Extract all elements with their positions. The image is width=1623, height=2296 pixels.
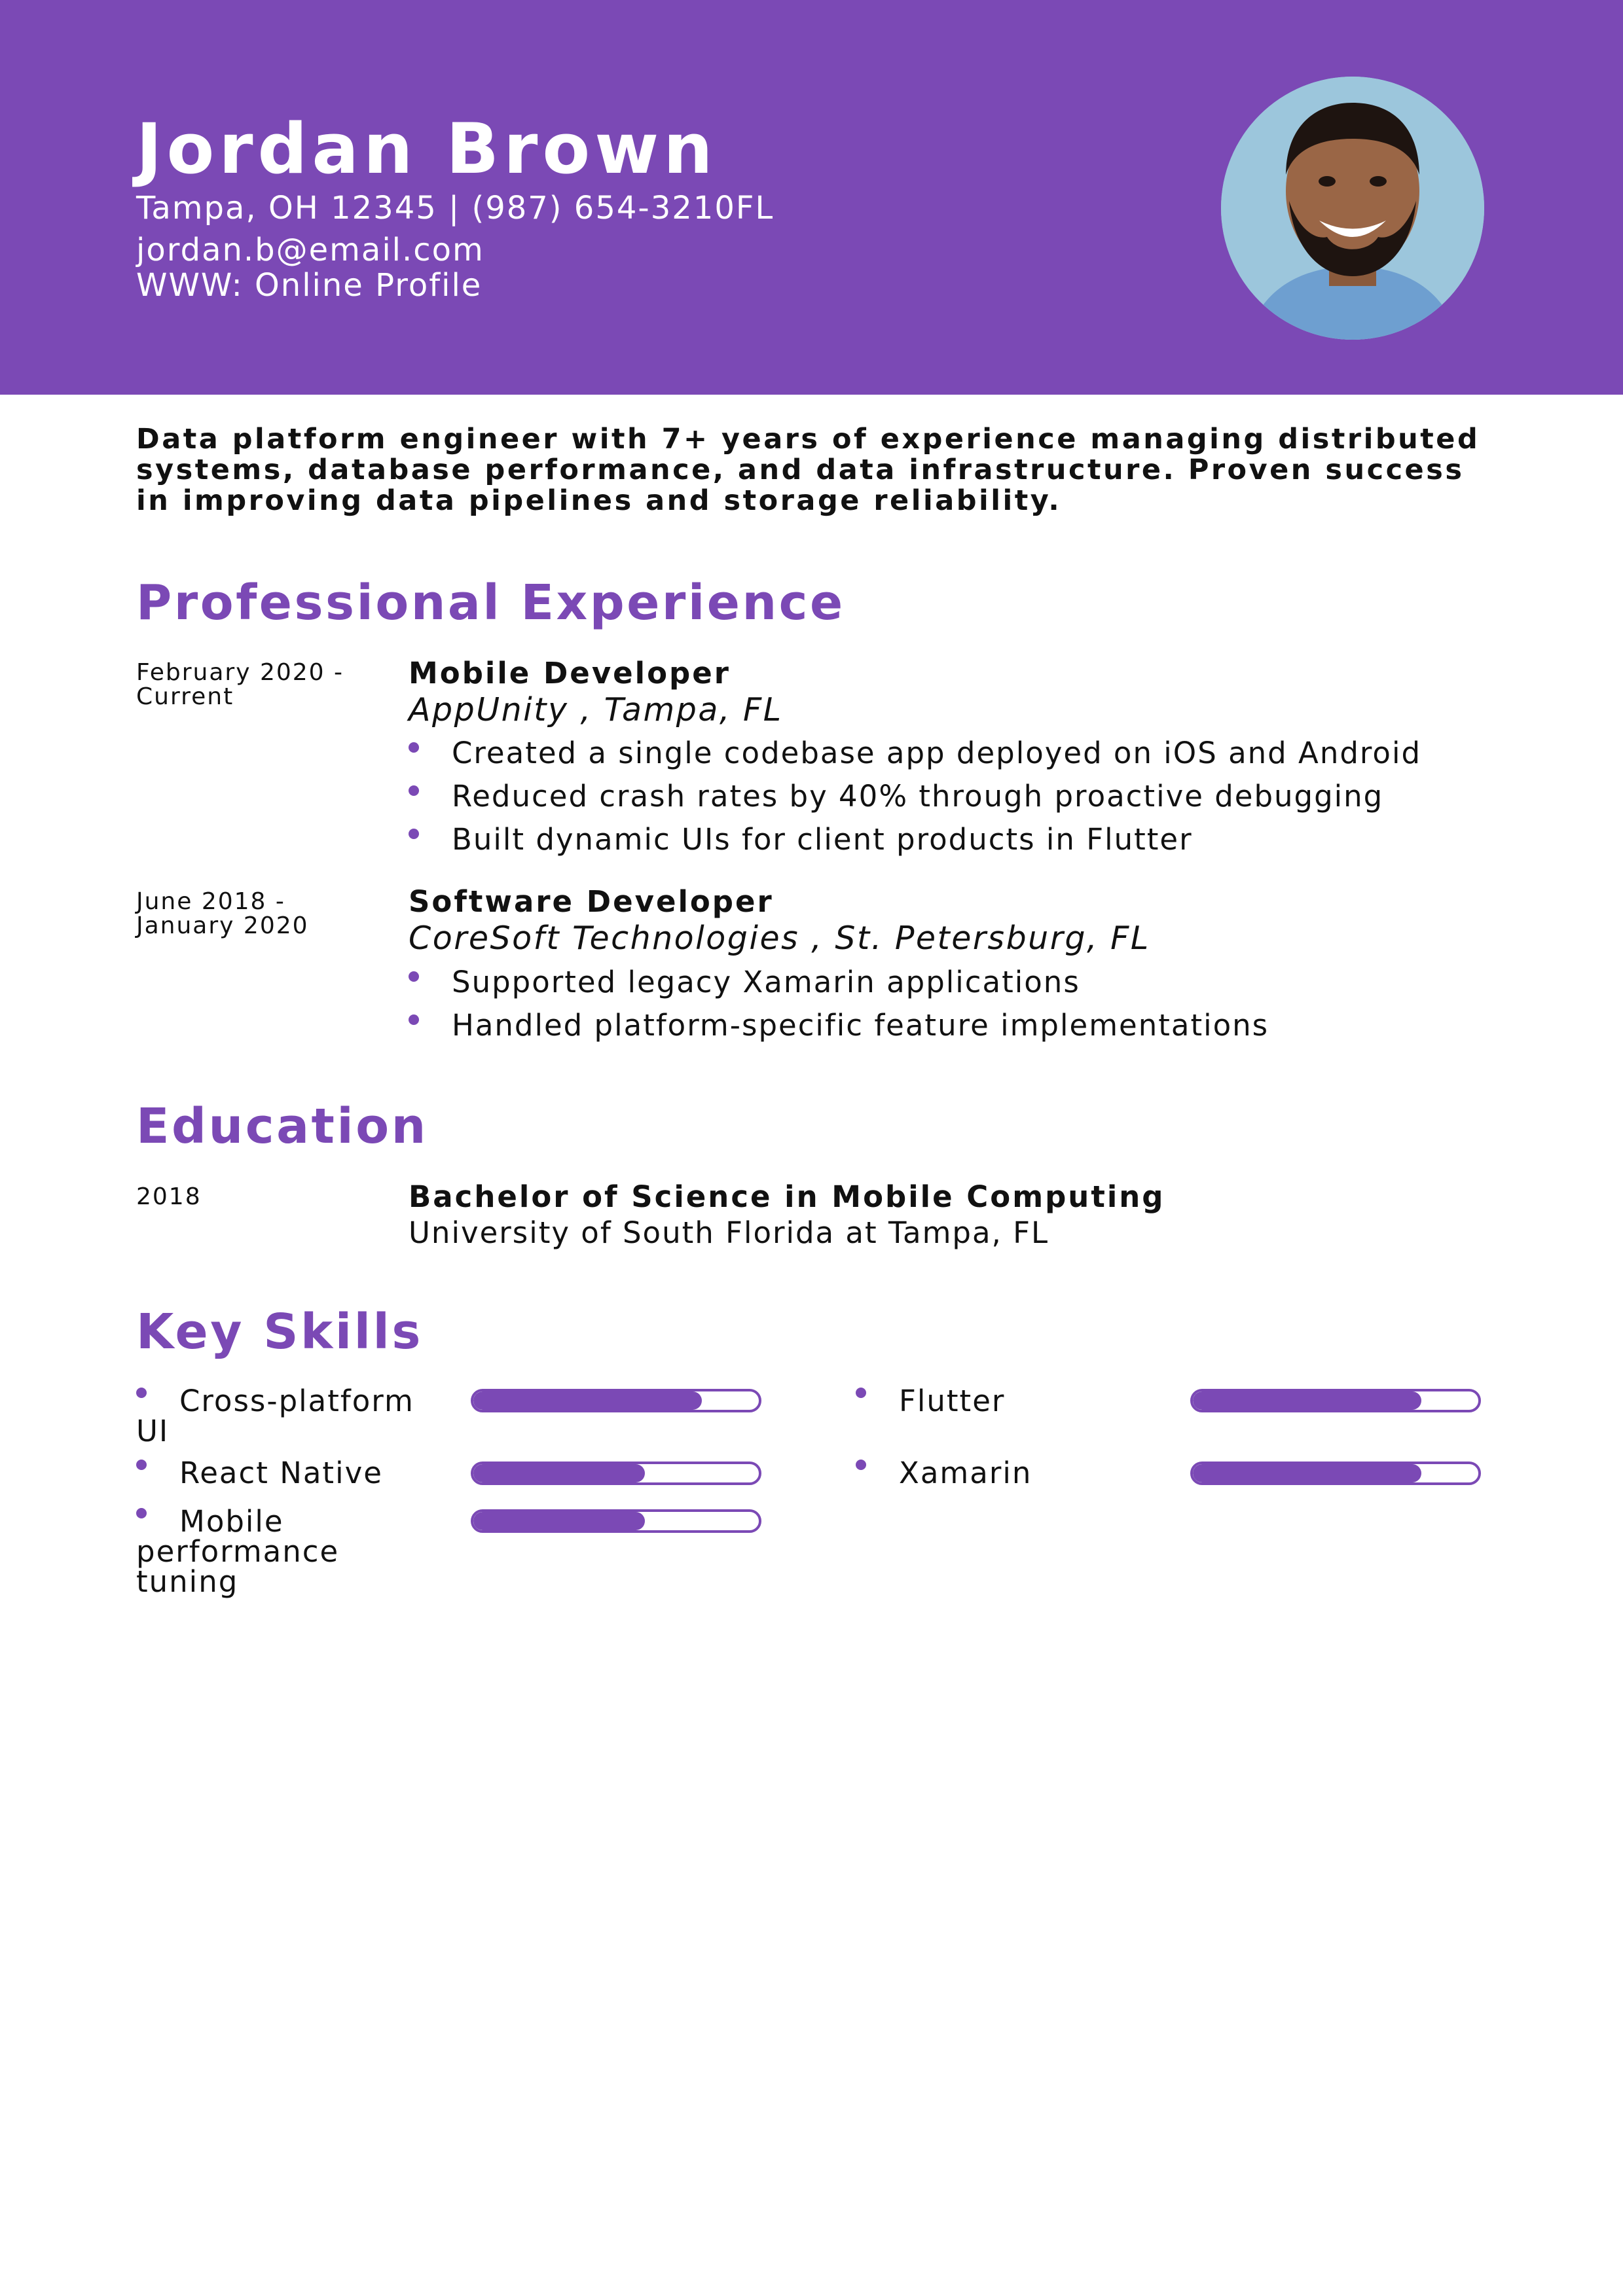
job-company: CoreSoft Technologies , St. Petersburg, FL [409, 920, 1150, 957]
skill-level-fill [473, 1391, 702, 1410]
education-degree: Bachelor of Science in Mobile Computing [409, 1179, 1165, 1214]
skill-level-fill [1193, 1391, 1421, 1410]
skill-level-bar [471, 1462, 761, 1485]
bullet-dot-icon [409, 742, 419, 753]
education-year: 2018 [136, 1183, 202, 1210]
experience-section-title: Professional Experience [136, 575, 845, 631]
job-bullet: Created a single codebase app deployed on iOS and Android [409, 738, 1421, 781]
bullet-dot-icon [136, 1508, 147, 1518]
bullet-dot-icon [856, 1388, 866, 1398]
skills-section-title: Key Skills [136, 1304, 423, 1360]
bullet-dot-icon [409, 971, 419, 982]
education-section-title: Education [136, 1098, 428, 1155]
skill-level-bar [1190, 1389, 1481, 1412]
bullet-dot-icon [856, 1460, 866, 1470]
job-title: Mobile Developer [409, 656, 731, 691]
job-bullet-list [409, 738, 1421, 868]
bullet-dot-icon [409, 829, 419, 839]
skill-level-bar [1190, 1462, 1481, 1485]
job-dates: June 2018 - January 2020 [136, 888, 309, 939]
job-title: Software Developer [409, 884, 774, 919]
job-bullet-list [409, 967, 1269, 1054]
candidate-name: Jordan Brown [136, 109, 718, 189]
skill-name: Flutter [856, 1386, 1137, 1416]
skill-name: React Native [136, 1458, 418, 1488]
professional-summary: Data platform engineer with 7+ years of experience managing distributed systems, database performance, and data infrastructure. Proven success in improving data pipelines and storage reliability. [136, 423, 1480, 517]
job-bullet: Reduced crash rates by 40% through proactive debugging [409, 781, 1421, 825]
skill-level-fill [473, 1512, 645, 1530]
skill-level-bar [471, 1389, 761, 1412]
profile-photo [1221, 77, 1484, 340]
bullet-dot-icon [409, 785, 419, 796]
skill-name: Mobile performance tuning [136, 1504, 340, 1599]
job-bullet: Supported legacy Xamarin applications [409, 967, 1269, 1011]
skill-level-bar [471, 1509, 761, 1533]
education-school: University of South Florida at Tampa, FL [409, 1215, 1049, 1250]
skill-name: Cross-platform UI [136, 1384, 414, 1448]
job-bullet: Handled platform-specific feature implementations [409, 1011, 1269, 1054]
profile-photo-illustration [1221, 77, 1484, 340]
website-link[interactable]: WWW: Online Profile [136, 267, 483, 304]
bullet-dot-icon [136, 1388, 147, 1398]
skill-level-fill [1193, 1464, 1421, 1482]
job-dates: February 2020 - Current [136, 659, 344, 710]
skill-level-fill [473, 1464, 645, 1482]
header-banner [0, 0, 1623, 395]
bullet-dot-icon [409, 1014, 419, 1025]
job-bullet: Built dynamic UIs for client products in Flutter [409, 825, 1421, 868]
email-address[interactable]: jordan.b@email.com [136, 232, 484, 268]
bullet-dot-icon [136, 1460, 147, 1470]
location-phone: Tampa, OH 12345 | (987) 654-3210FL [136, 190, 775, 226]
skill-name: Xamarin [856, 1458, 1137, 1488]
job-company: AppUnity , Tampa, FL [409, 691, 783, 728]
